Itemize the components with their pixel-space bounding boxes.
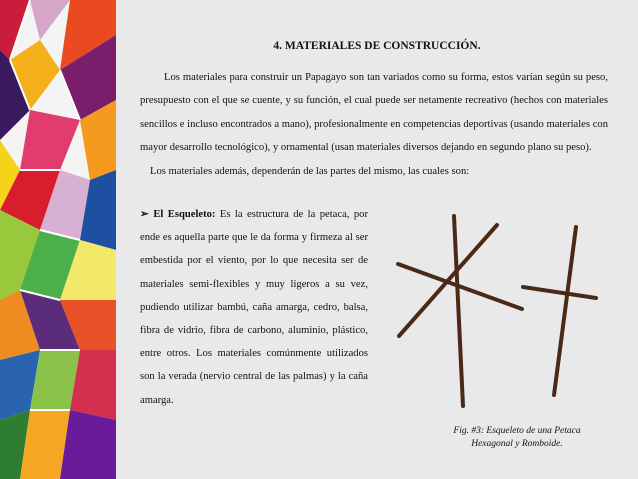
hexagonal-skeleton — [398, 216, 522, 406]
figure-caption — [412, 425, 622, 451]
caption-line-2: Hexagonal y Romboide. — [471, 439, 563, 449]
intro-text — [140, 66, 608, 183]
kite-skeleton-figure — [386, 205, 632, 415]
stick-3 — [399, 225, 497, 336]
skeleton-term: El Esqueleto: — [153, 209, 216, 220]
arrow-bullet-icon: ➢ — [140, 209, 149, 220]
section-title: 4. MATERIALES DE CONSTRUCCIÓN. — [273, 40, 481, 52]
stick-1 — [454, 216, 463, 406]
intro-paragraph-2: Los materiales además, dependerán de las partes del mismo, las cuales son: — [150, 165, 470, 177]
skeleton-text: Es la estructura de la petaca, por ende es aquella parte que le da forma y firmeza al ser embestida por el viento, por lo que necesita ser de materiales semi-flexibles y muy ligeros a su vez, pudiendo utilizar bambú, caña amarga, cedro, balsa, fibra de vidrio, fibra de carbono, aluminio, plástico, entre otros. Los materiales comúnmente utilizados son la verada (nervio central de las palmas) y la caña amarga. — [140, 209, 368, 406]
caption-line-1: Fig. #3: Esqueleto de una Petaca — [453, 426, 581, 436]
stick-4 — [554, 227, 576, 395]
document-page — [116, 0, 638, 479]
stick-5 — [523, 287, 596, 298]
skeleton-description — [140, 203, 368, 412]
intro-paragraph-1: Los materiales para construir un Papagayo son tan variados como su forma, estos varían según su peso, presupuesto con el que se cuente, y su función, el cual puede ser netamente recreativo (hechos con materiales sencillos e incluso encontrados a mano), profesionalmente en competencias deportivas (usando materiales con mayor desarrollo tecnológico), y ornamental (usan materiales diversos dejando en segundo plano su peso). — [140, 72, 608, 154]
rhomboid-skeleton — [523, 227, 596, 395]
decorative-mosaic — [0, 0, 116, 479]
